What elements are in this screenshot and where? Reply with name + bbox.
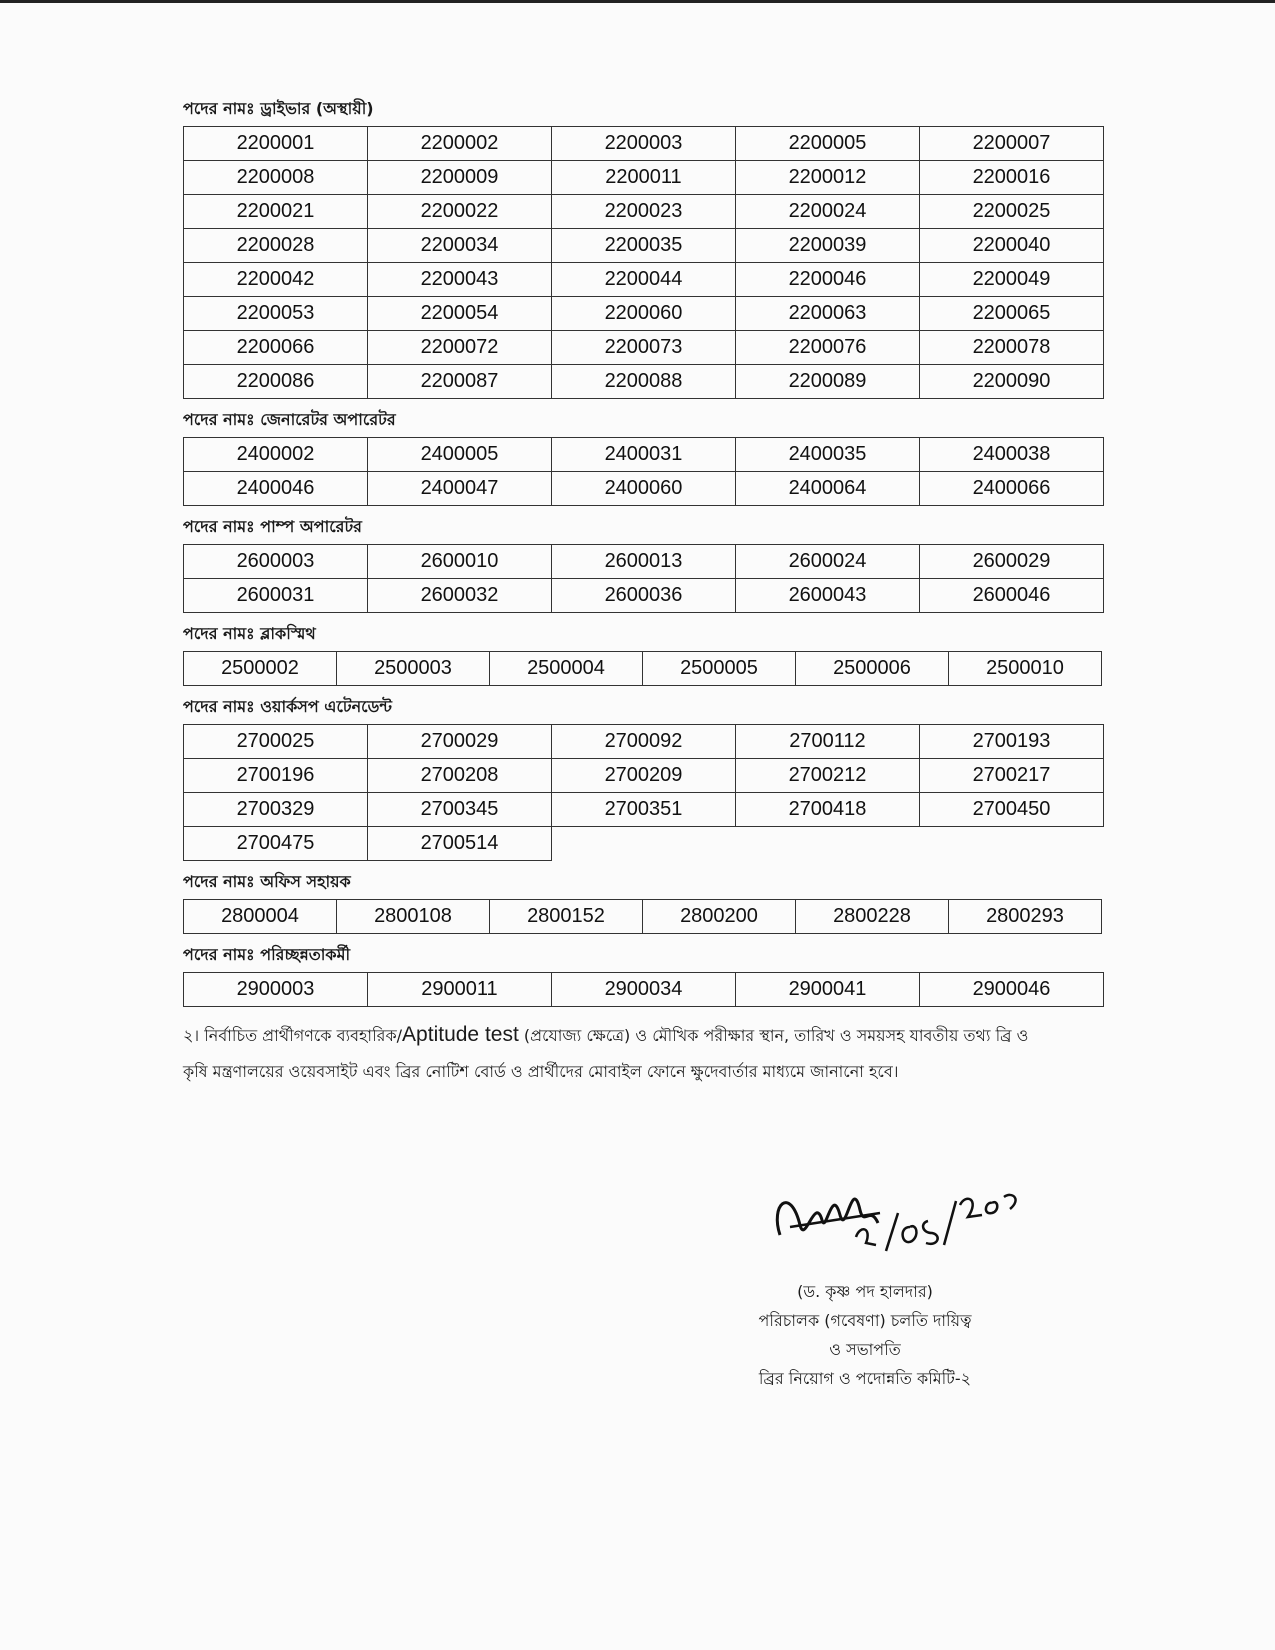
roll-number-cell: 2800108 [337, 900, 490, 934]
roll-number-cell: 2700514 [368, 827, 552, 861]
roll-number-cell: 2800200 [643, 900, 796, 934]
roll-number-cell: 2700196 [184, 759, 368, 793]
roll-number-cell: 2600003 [184, 545, 368, 579]
table-row [184, 579, 1104, 613]
section-title: পদের নামঃ জেনারেটর অপারেটর [183, 410, 396, 429]
table-row [184, 365, 1104, 399]
signatory-details [700, 1277, 1030, 1393]
roll-number-cell: 2700475 [184, 827, 368, 861]
table-row [184, 472, 1104, 506]
roll-number-cell: 2200022 [368, 195, 552, 229]
empty-cell [736, 827, 920, 861]
roll-number-cell: 2900034 [552, 973, 736, 1007]
roll-number-cell: 2900046 [920, 973, 1104, 1007]
roll-number-cell: 2500003 [337, 652, 490, 686]
roll-number-cell: 2200024 [736, 195, 920, 229]
roll-number-cell: 2200007 [920, 127, 1104, 161]
table-row [184, 161, 1104, 195]
section-title: পদের নামঃ ওয়ার্কসপ এটেনডেন্ট [183, 697, 392, 716]
section-title: পদের নামঃ ব্লাকস্মিথ [183, 624, 316, 643]
roll-number-cell: 2700029 [368, 725, 552, 759]
roll-number-cell: 2700212 [736, 759, 920, 793]
top-border-line [0, 0, 1275, 3]
roll-number-cell: 2200086 [184, 365, 368, 399]
roll-number-cell: 2600013 [552, 545, 736, 579]
empty-cell [920, 827, 1104, 861]
roll-number-table [183, 899, 1102, 934]
roll-number-cell: 2200089 [736, 365, 920, 399]
roll-number-cell: 2700193 [920, 725, 1104, 759]
table-row [184, 793, 1104, 827]
roll-number-cell: 2800293 [949, 900, 1102, 934]
roll-number-cell: 2600024 [736, 545, 920, 579]
roll-number-cell: 2400005 [368, 438, 552, 472]
notice-text-latin: Aptitude test [402, 1023, 519, 1046]
roll-number-cell: 2200087 [368, 365, 552, 399]
roll-number-cell: 2200001 [184, 127, 368, 161]
table-row [184, 127, 1104, 161]
table-row [184, 545, 1104, 579]
roll-number-cell: 2600043 [736, 579, 920, 613]
section-title: পদের নামঃ ড্রাইভার (অস্থায়ী) [183, 99, 374, 118]
roll-number-table [183, 544, 1104, 613]
roll-number-cell: 2800228 [796, 900, 949, 934]
roll-number-table [183, 972, 1104, 1007]
signatory-title: পরিচালক (গবেষণা) চলতি দায়িত্ব [758, 1311, 972, 1330]
signatory-name: (ড. কৃষ্ণ পদ হালদার) [797, 1282, 933, 1301]
roll-number-cell: 2700209 [552, 759, 736, 793]
notice-text-prefix: ২। নির্বাচিত প্রার্থীগণকে ব্যবহারিক/ [183, 1026, 403, 1045]
document-body [183, 98, 1105, 1090]
roll-number-table [183, 126, 1104, 399]
roll-number-cell: 2600046 [920, 579, 1104, 613]
roll-number-cell: 2200021 [184, 195, 368, 229]
table-row [184, 297, 1104, 331]
table-row [184, 229, 1104, 263]
table-row [184, 263, 1104, 297]
roll-number-cell: 2600029 [920, 545, 1104, 579]
roll-number-table [183, 651, 1102, 686]
roll-number-cell: 2200042 [184, 263, 368, 297]
section-title: পদের নামঃ অফিস সহায়ক [183, 872, 351, 891]
roll-number-cell: 2400046 [184, 472, 368, 506]
roll-number-cell: 2700418 [736, 793, 920, 827]
roll-number-cell: 2200025 [920, 195, 1104, 229]
roll-number-cell: 2400038 [920, 438, 1104, 472]
table-row [184, 759, 1104, 793]
roll-number-cell: 2700025 [184, 725, 368, 759]
table-row [184, 900, 1102, 934]
roll-number-cell: 2200034 [368, 229, 552, 263]
roll-number-cell: 2200040 [920, 229, 1104, 263]
roll-number-cell: 2200072 [368, 331, 552, 365]
roll-number-cell: 2900011 [368, 973, 552, 1007]
roll-number-cell: 2200078 [920, 331, 1104, 365]
section-title: পদের নামঃ পাম্প অপারেটর [183, 517, 362, 536]
roll-number-cell: 2400035 [736, 438, 920, 472]
roll-number-cell: 2800004 [184, 900, 337, 934]
roll-number-cell: 2400031 [552, 438, 736, 472]
roll-number-cell: 2200066 [184, 331, 368, 365]
roll-number-cell: 2900003 [184, 973, 368, 1007]
roll-number-table [183, 724, 1104, 861]
table-row [184, 973, 1104, 1007]
roll-number-cell: 2200060 [552, 297, 736, 331]
roll-number-cell: 2200063 [736, 297, 920, 331]
roll-number-cell: 2700217 [920, 759, 1104, 793]
roll-number-cell: 2200039 [736, 229, 920, 263]
roll-number-cell: 2200046 [736, 263, 920, 297]
roll-number-cell: 2900041 [736, 973, 920, 1007]
table-row [184, 195, 1104, 229]
roll-number-cell: 2400047 [368, 472, 552, 506]
notice-text-suffix: (প্রযোজ্য ক্ষেত্রে) ও মৌখিক পরীক্ষার স্থান, তারিখ ও সময়সহ যাবতীয় তথ্য ব্রি ও কৃষি মন্ত্রণালয়ের ওয়েবসাইট এবং ব্রির নোটিশ বোর্ড ও প্রার্থীদের মোবাইল ফোনে ক্ষুদেবার্তার মাধ্যমে জানানো হবে। [183, 1026, 1029, 1081]
roll-number-cell: 2600032 [368, 579, 552, 613]
roll-number-cell: 2200003 [552, 127, 736, 161]
roll-number-cell: 2700345 [368, 793, 552, 827]
roll-number-cell: 2600031 [184, 579, 368, 613]
roll-number-cell: 2500002 [184, 652, 337, 686]
roll-number-cell: 2500005 [643, 652, 796, 686]
roll-number-cell: 2600010 [368, 545, 552, 579]
roll-number-cell: 2500004 [490, 652, 643, 686]
roll-number-cell: 2200065 [920, 297, 1104, 331]
roll-number-cell: 2200054 [368, 297, 552, 331]
empty-cell [552, 827, 736, 861]
roll-number-cell: 2200028 [184, 229, 368, 263]
roll-number-cell: 2700112 [736, 725, 920, 759]
table-row [184, 827, 1104, 861]
roll-number-cell: 2200011 [552, 161, 736, 195]
roll-number-cell: 2400066 [920, 472, 1104, 506]
signatory-role: ও সভাপতি [829, 1340, 901, 1359]
roll-number-cell: 2500010 [949, 652, 1102, 686]
roll-number-cell: 2200049 [920, 263, 1104, 297]
roll-number-cell: 2400002 [184, 438, 368, 472]
roll-number-cell: 2200073 [552, 331, 736, 365]
roll-number-cell: 2200016 [920, 161, 1104, 195]
roll-number-cell: 2500006 [796, 652, 949, 686]
roll-number-cell: 2600036 [552, 579, 736, 613]
handwritten-signature [760, 1165, 1020, 1275]
roll-number-cell: 2200008 [184, 161, 368, 195]
notice-paragraph [183, 1017, 1033, 1090]
roll-number-cell: 2200044 [552, 263, 736, 297]
roll-number-cell: 2200009 [368, 161, 552, 195]
roll-number-cell: 2200088 [552, 365, 736, 399]
signatory-committee: ব্রির নিয়োগ ও পদোন্নতি কমিটি-২ [758, 1369, 972, 1388]
roll-number-cell: 2200035 [552, 229, 736, 263]
roll-number-cell: 2700092 [552, 725, 736, 759]
signature-block [700, 1165, 1060, 1395]
roll-number-cell: 2200005 [736, 127, 920, 161]
roll-number-cell: 2200023 [552, 195, 736, 229]
roll-number-cell: 2200002 [368, 127, 552, 161]
roll-number-cell: 2400060 [552, 472, 736, 506]
roll-number-cell: 2700351 [552, 793, 736, 827]
roll-number-cell: 2800152 [490, 900, 643, 934]
roll-number-cell: 2200053 [184, 297, 368, 331]
table-row [184, 331, 1104, 365]
roll-number-cell: 2200076 [736, 331, 920, 365]
roll-number-cell: 2700208 [368, 759, 552, 793]
section-title: পদের নামঃ পরিচ্ছন্নতাকর্মী [183, 945, 351, 964]
table-row [184, 438, 1104, 472]
table-row [184, 725, 1104, 759]
table-row [184, 652, 1102, 686]
selection-lists [183, 98, 1105, 1007]
roll-number-table [183, 437, 1104, 506]
roll-number-cell: 2400064 [736, 472, 920, 506]
roll-number-cell: 2700450 [920, 793, 1104, 827]
roll-number-cell: 2700329 [184, 793, 368, 827]
roll-number-cell: 2200012 [736, 161, 920, 195]
roll-number-cell: 2200090 [920, 365, 1104, 399]
roll-number-cell: 2200043 [368, 263, 552, 297]
